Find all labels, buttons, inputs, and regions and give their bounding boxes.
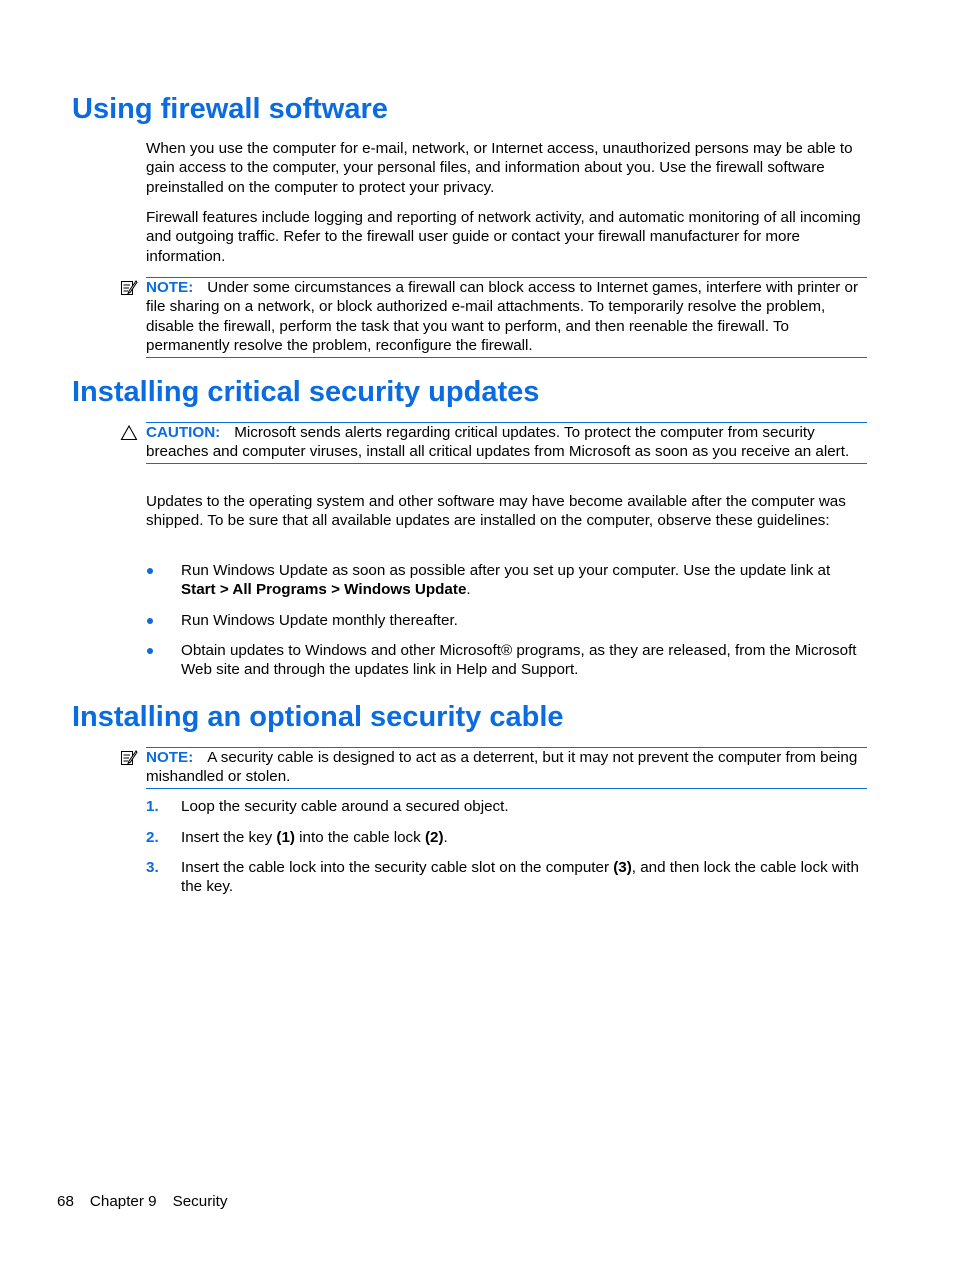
firewall-intro-paragraph: When you use the computer for e-mail, network, or Internet access, unauthorized persons may be able to gain access to the computer, your personal files, and information about you. Use the firewall software preinstalled on the computer to protect your privacy. xyxy=(146,140,853,196)
callout-ref: (2) xyxy=(424,829,444,846)
bullet-icon xyxy=(147,648,153,654)
bullet-text: Obtain updates to Windows and other Microsoft® programs, as they are released, from the Microsoft Web site and through the updates link in Help and Support. xyxy=(181,642,857,679)
bullet-icon xyxy=(147,618,153,624)
list-item xyxy=(146,641,868,680)
caution-label: CAUTION: xyxy=(146,424,221,441)
step-text: Insert the cable lock into the security cable slot on the computer xyxy=(181,859,614,876)
step-text-end: . xyxy=(443,829,448,846)
security-cable-note-callout xyxy=(146,747,867,789)
firewall-note-callout xyxy=(146,277,867,358)
step-text-mid: into the cable lock xyxy=(294,829,425,846)
step-number: 1. xyxy=(146,798,159,815)
note-text: Under some circumstances a firewall can block access to Internet games, interfere with printer or file sharing on a network, or block authorized e-mail attachments. To temporarily resolve the problem, disable the firewall, perform the task that you want to perform, and then reenable the firewall. To permanently resolve the problem, reconfigure the firewall. xyxy=(146,279,859,355)
list-item xyxy=(146,561,868,600)
note-icon xyxy=(120,749,138,767)
note-text: A security cable is designed to act as a deterrent, but it may not prevent the computer from being mishandled or stolen. xyxy=(146,749,858,786)
bullet-text: Run Windows Update monthly thereafter. xyxy=(181,612,458,629)
callout-ref: (3) xyxy=(613,859,632,876)
step-text: Loop the security cable around a secured object. xyxy=(181,798,509,815)
bullet-icon xyxy=(147,568,153,574)
chapter-label: Chapter 9 xyxy=(89,1193,157,1210)
step-text: Insert the key xyxy=(181,829,277,846)
step-number: 3. xyxy=(146,859,159,876)
bullet-text-end: . xyxy=(466,581,471,599)
note-label: NOTE: xyxy=(146,749,194,766)
note-icon xyxy=(120,279,138,297)
step-number: 2. xyxy=(146,829,159,846)
page-footer xyxy=(57,1193,243,1210)
step-text-end: , and then lock the cable lock with the key. xyxy=(181,859,859,896)
caution-text: Microsoft sends alerts regarding critical updates. To protect the computer from security breaches and computer viruses, install all critical updates from Microsoft as soon as you receive an alert. xyxy=(146,424,850,461)
menu-path: Start > All Programs > Windows Update xyxy=(181,581,467,599)
heading-installing-optional-security-cable: Installing an optional security cable xyxy=(72,701,564,733)
caution-triangle-icon xyxy=(120,424,138,442)
callout-ref: (1) xyxy=(276,829,295,846)
heading-installing-critical-security-updates: Installing critical security updates xyxy=(72,376,540,408)
heading-using-firewall-software: Using firewall software xyxy=(72,93,388,125)
firewall-features-paragraph: Firewall features include logging and reporting of network activity, and automatic monitoring of all incoming and outgoing traffic. Refer to the firewall user guide or contact your firewall manufacturer for more information. xyxy=(146,209,861,265)
bullet-text: Run Windows Update as soon as possible after you set up your computer. Use the update link at xyxy=(181,562,831,579)
page-number: 68 xyxy=(57,1193,74,1210)
updates-intro-paragraph: Updates to the operating system and other software may have become available after the computer was shipped. To be sure that all available updates are installed on the computer, observe these guidelines: xyxy=(146,493,846,530)
chapter-title: Security xyxy=(172,1193,228,1210)
note-label: NOTE: xyxy=(146,279,194,296)
list-item xyxy=(146,828,868,847)
list-item xyxy=(146,858,868,897)
caution-callout xyxy=(146,422,867,464)
list-item xyxy=(146,611,868,630)
list-item xyxy=(146,797,868,816)
